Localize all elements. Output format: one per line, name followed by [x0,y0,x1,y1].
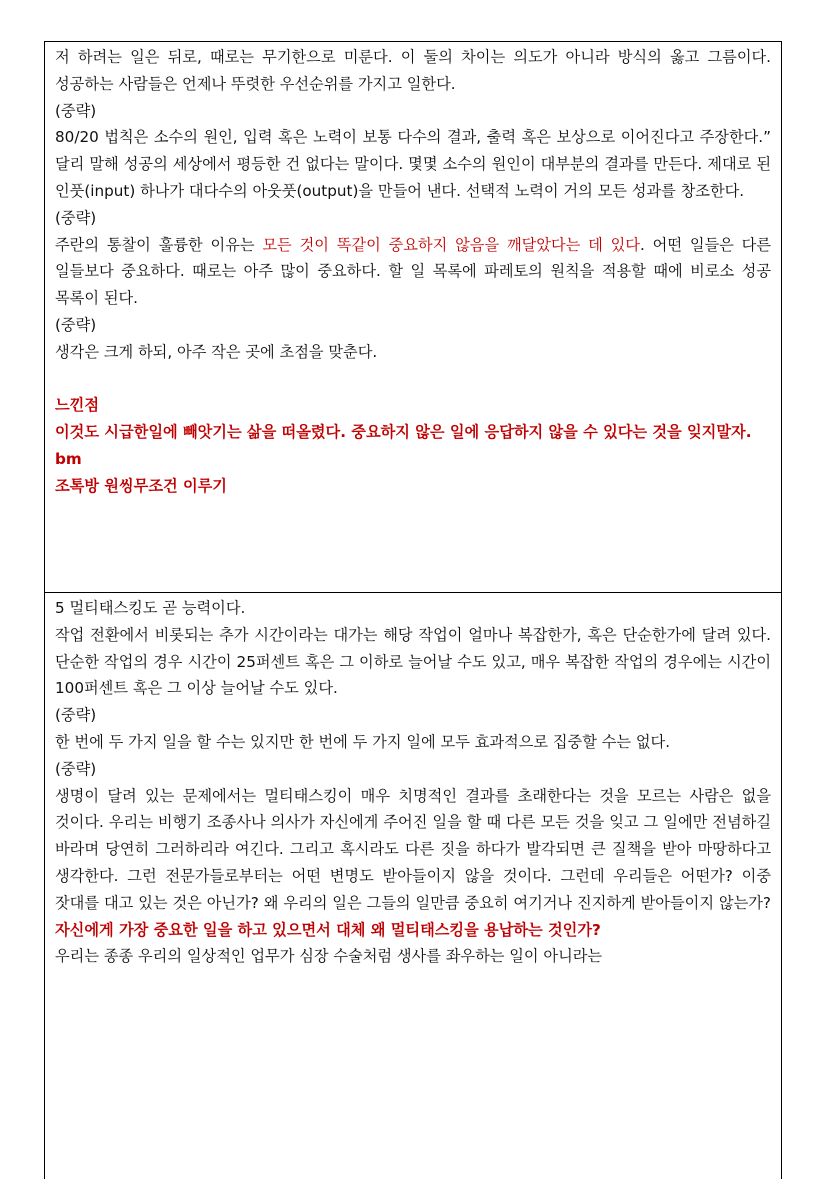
omission-marker: (중략) [55,315,97,334]
excerpt-paragraph-juran [55,232,771,312]
excerpt-paragraph-priorities: 저 하려는 일은 뒤로, 때로는 무기한으로 미룬다. 이 둘의 차이는 의도가 아니라 방식의 옳고 그름이다. 성공하는 사람들은 언제나 뚜렷한 우선순위를 가지고 일한다. [55,48,771,93]
juran-text-before: 주란의 통찰이 훌륭한 이유는 [55,235,263,254]
juran-highlight: 모든 것이 똑같이 중요하지 않음을 깨달았다는 데 있다 [262,235,640,254]
omission-marker: (중략) [55,759,97,778]
reflection-text: 이것도 시급한일에 빼앗기는 삶을 떠올렸다. 중요하지 않은 일에 응답하지 않을 수 있다는 것을 잊지말자. [55,423,752,442]
excerpt-paragraph-think-big: 생각은 크게 하되, 아주 작은 곳에 초점을 맞춘다. [55,342,378,361]
excerpt-paragraph-80-20: 80/20 법칙은 소수의 원인, 입력 혹은 노력이 보통 다수의 결과, 출력 혹은 보상으로 이어진다고 주장한다.” 달리 말해 성공의 세상에서 평등한 건 없다는 말이다. 몇몇 소수의 원인이 대부분의 결과를 만든다. 제대로 된 인풋(input) 하나가 대다수의 아웃풋(output)을 만들어 낸다. 선택적 노력이 거의 모든 성과를 창조한다. [55,128,771,200]
double-standard-text: 생명이 달려 있는 문제에서는 멀티태스킹이 매우 치명적인 결과를 초래한다는 것을 모르는 사람은 없을 것이다. 우리는 비행기 조종사나 의사가 자신에게 주어진 일을 할 때 다른 모든 것을 잊고 그 일에만 전념하길 바라며 당연히 그러하리라 여긴다. 그리고 혹시라도 다른 짓을 하다가 발각되면 큰 질책을 받아 마땅하다고 생각한다. 그런 전문가들로부터는 어떤 변명도 받아들이지 않을 것이다. 그런데 우리들은 어떤가? 이중 잣대를 대고 있는 것은 아닌가? 왜 우리의 일은 그들의 일만큼 중요히 여기거나 진지하게 받아들이지 않는가? [55,786,771,912]
notes-table [44,41,782,1179]
excerpt-paragraph-focus: 한 번에 두 가지 일을 할 수는 있지만 한 번에 두 가지 일에 모두 효과적으로 집중할 수는 없다. [55,732,671,751]
juran-text-after: . 어떤 일들은 다른 일들보다 중요하다. 때로는 아주 많이 중요하다. 할 일 목록에 파레토의 원칙을 적용할 때에 비로소 성공 목록이 된다. [55,235,772,308]
excerpt-paragraph-double-standard [55,783,771,944]
reflection-heading: 느낀점 [55,396,100,415]
omission-marker: (중략) [55,706,97,725]
omission-marker: (중략) [55,101,97,120]
table-cell-multitasking [45,593,781,1179]
double-standard-highlight: 자신에게 가장 중요한 일을 하고 있으면서 대체 왜 멀티태스킹을 용납하는 것인가? [55,920,601,939]
excerpt-paragraph-task-switching: 작업 전환에서 비롯되는 추가 시간이라는 대가는 해당 작업이 얼마나 복잡한가, 혹은 단순한가에 달려 있다. 단순한 작업의 경우 시간이 25퍼센트 혹은 그 이하로 늘어날 수도 있고, 매우 복잡한 작업의 경우에는 시간이 100퍼센트 혹은 그 이상 늘어날 수도 있다. [55,625,771,698]
blank-line [55,366,771,393]
omission-marker: (중략) [55,208,97,227]
bm-heading: bm [55,449,82,468]
bm-text: 조톡방 원씽무조건 이루기 [55,476,227,495]
excerpt-paragraph-daily-work: 우리는 종종 우리의 일상적인 업무가 심장 수술처럼 생사를 좌우하는 일이 아니라는 [55,947,603,966]
table-cell-chapter-excerpt [45,42,781,593]
section-title: 5 멀티태스킹도 곧 능력이다. [55,599,246,617]
